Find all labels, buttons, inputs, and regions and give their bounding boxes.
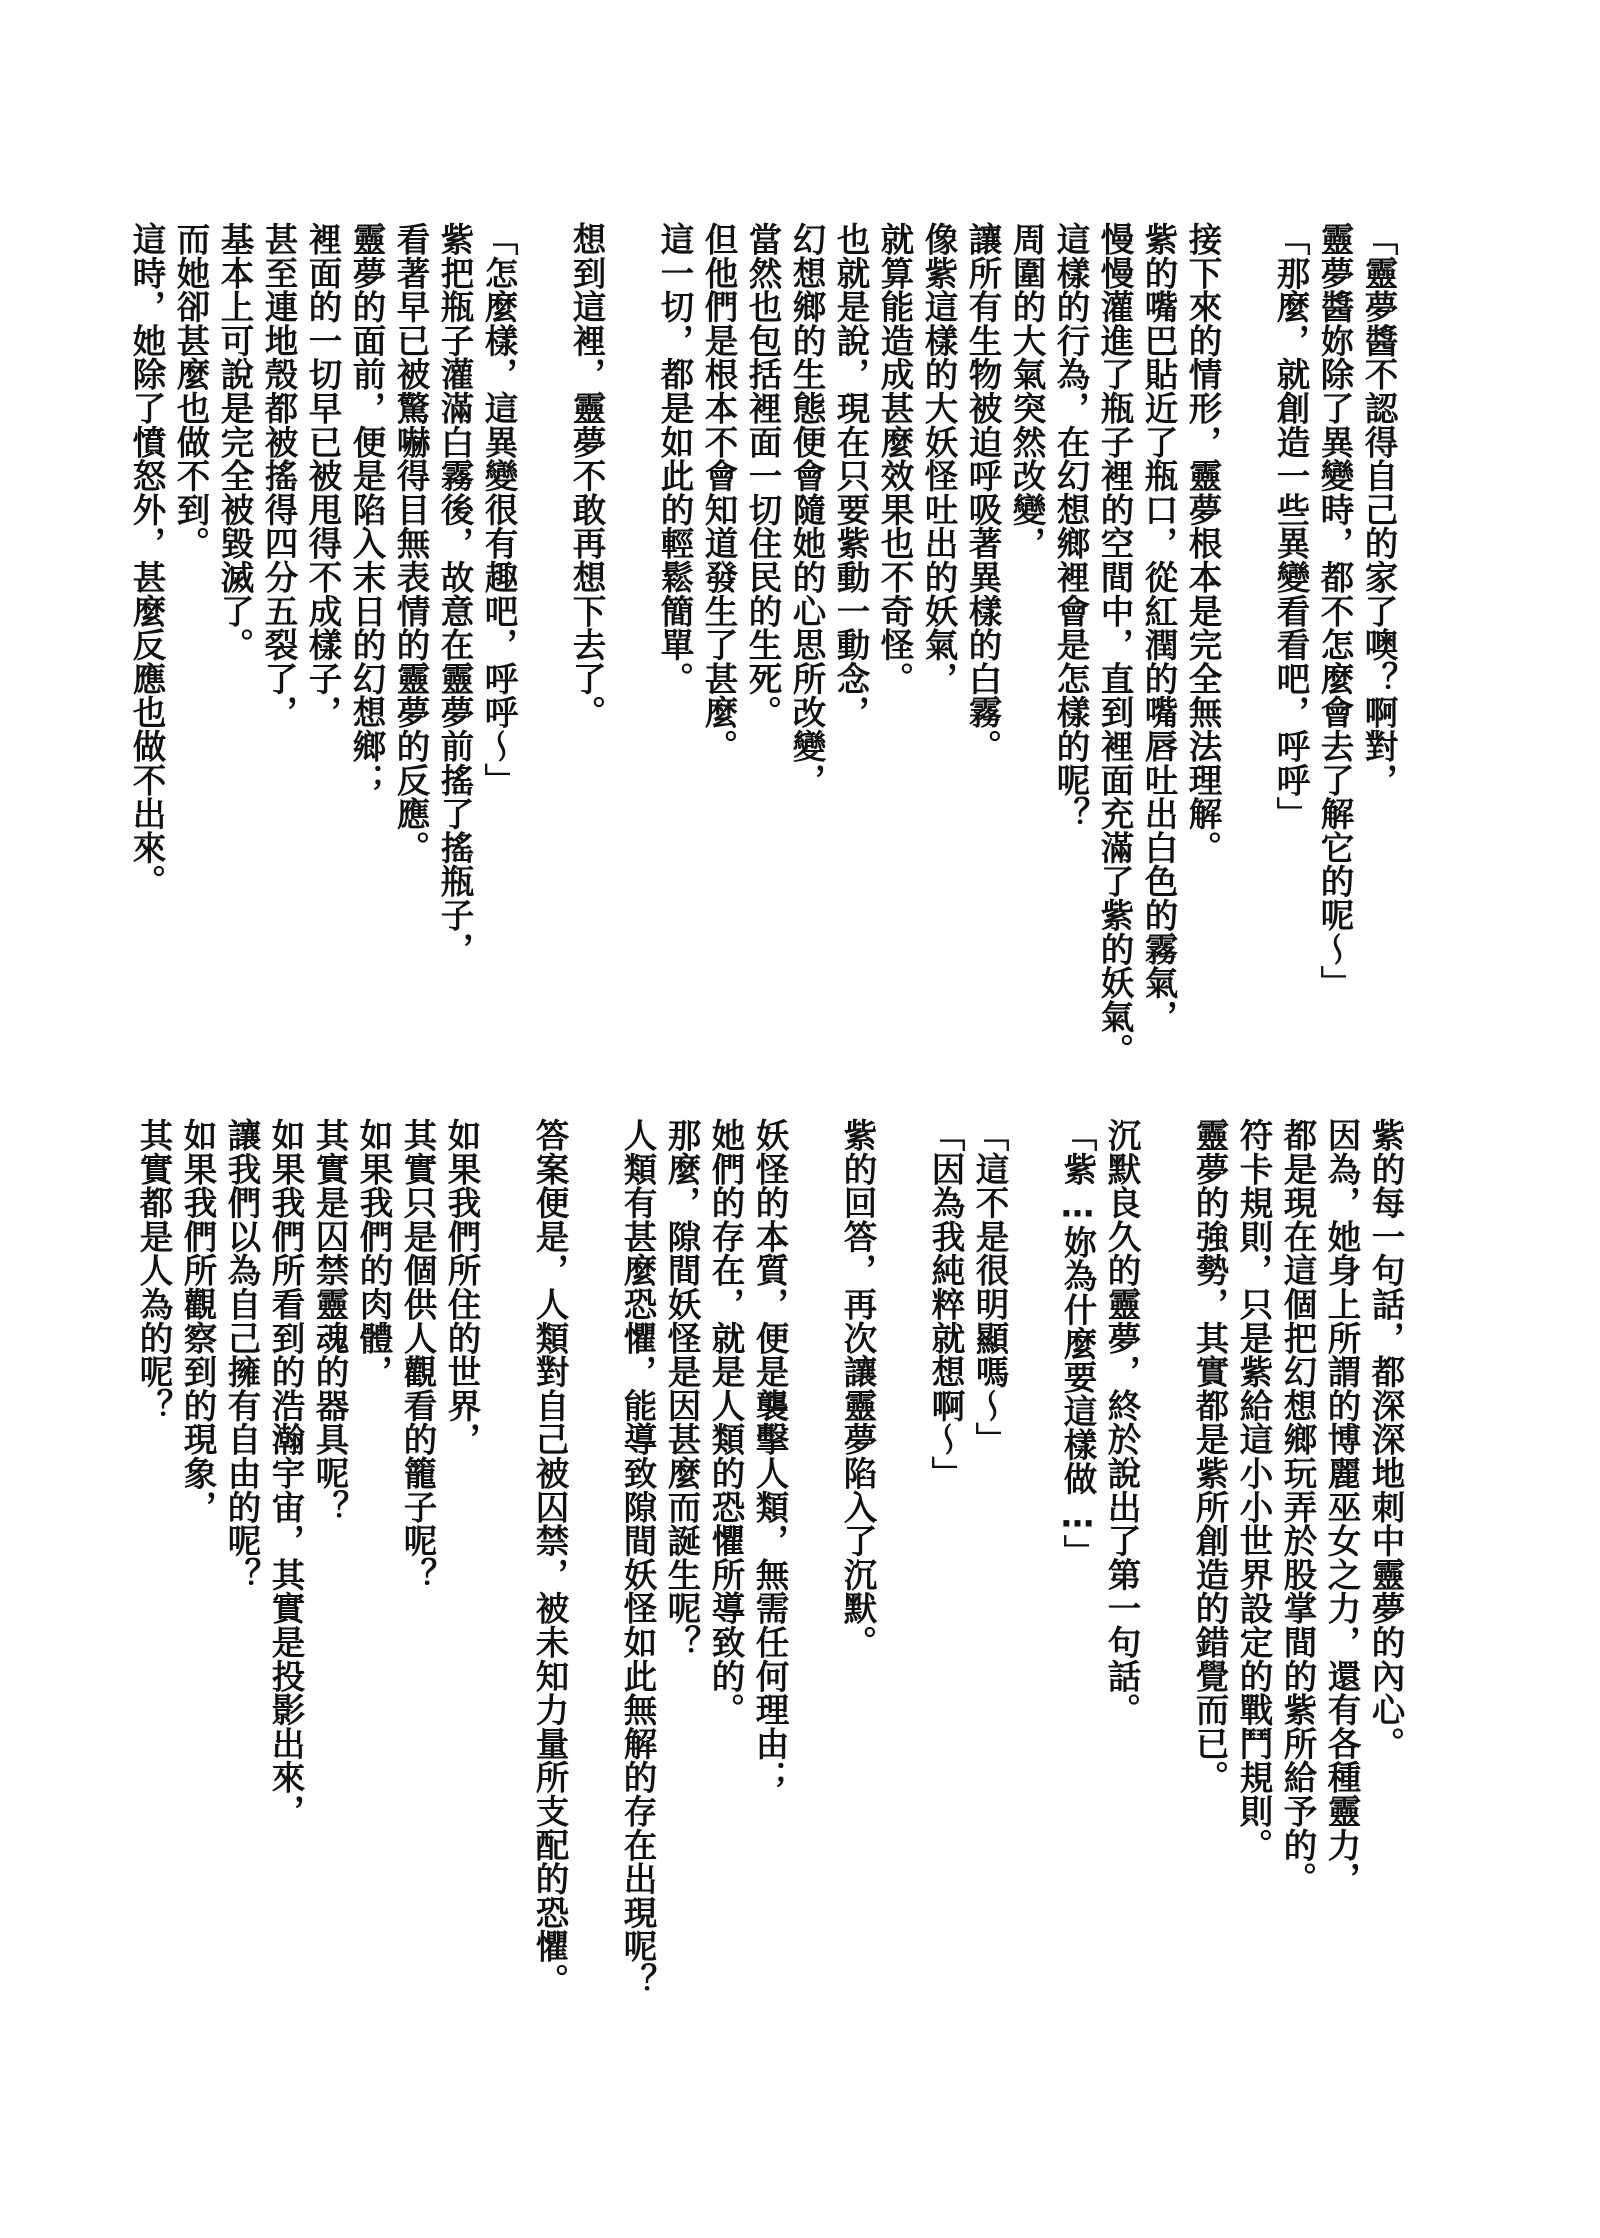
text-column: 「因為我純粹就想啊～」 — [926, 1118, 965, 1490]
text-column: 其實是囚禁靈魂的器具呢？ — [310, 1118, 349, 1524]
text-column: 因為，她身上所謂的博麗巫女之力，還有各種靈力， — [1322, 1118, 1361, 1896]
text-column: 想到這裡，靈夢不敢再想下去了。 — [567, 222, 606, 729]
text-column: 就算能造成甚麼效果也不奇怪。 — [875, 222, 914, 696]
text-column: 這樣的行為，在幻想鄉裡會是怎樣的呢？ — [1051, 222, 1090, 831]
text-column: 「紫…妳為什麼要這樣做…」 — [1058, 1118, 1097, 1569]
text-column: 周圍的大氣突然改變， — [1007, 222, 1046, 560]
text-column: 她們的存在，就是人類的恐懼所導致的。 — [706, 1118, 745, 1727]
text-column: 看著早已被驚嚇得目無表情的靈夢的反應。 — [391, 222, 430, 865]
text-column: 人類有甚麼恐懼，能導致隙間妖怪如此無解的存在出現呢？ — [618, 1118, 657, 1997]
text-column: 靈夢醬妳除了異變時，都不怎麼會去了解它的呢～」 — [1315, 222, 1354, 1000]
text-column: 「這不是很明顯嗎～」 — [970, 1118, 1009, 1456]
text-column: 慢慢灌進了瓶子裡的空間中，直到裡面充滿了紫的妖氣。 — [1095, 222, 1134, 1067]
text-column: 如果我們所觀察到的現象， — [178, 1118, 217, 1524]
text-column: 基本上可說是完全被毀滅了。 — [215, 222, 254, 662]
text-section-top — [119, 222, 1398, 1067]
text-column: 幻想鄉的生態便會隨她的心思所改變， — [787, 222, 826, 797]
text-column: 「那麼，就創造一些異變看看吧，呼呼」 — [1271, 222, 1310, 831]
text-column: 讓所有生物被迫呼吸著異樣的白霧。 — [963, 222, 1002, 763]
text-column: 那麼，隙間妖怪是因甚麼而誕生呢？ — [662, 1118, 701, 1659]
text-column: 其實只是個供人觀看的籠子呢？ — [398, 1118, 437, 1592]
text-column: 如果我們所住的世界， — [442, 1118, 481, 1456]
text-column: 這時，她除了憤怒外，甚麼反應也做不出來。 — [127, 222, 166, 898]
text-column: 紫的每一句話，都深深地刺中靈夢的內心。 — [1366, 1118, 1405, 1761]
text-column: 答案便是，人類對自己被囚禁，被未知力量所支配的恐懼。 — [530, 1118, 569, 1997]
text-column: 靈夢的強勢，其實都是紫所創造的錯覺而已。 — [1190, 1118, 1229, 1794]
text-column: 「靈夢醬不認得自己的家了噢？啊對， — [1359, 222, 1398, 797]
text-column: 接下來的情形，靈夢根本是完全無法理解。 — [1183, 222, 1222, 865]
text-section-bottom — [126, 1118, 1405, 1997]
text-column: 甚至連地殼都被搖得四分五裂了， — [259, 222, 298, 729]
text-column: 裡面的一切早已被甩得不成樣子， — [303, 222, 342, 729]
text-column: 當然也包括裡面一切住民的生死。 — [743, 222, 782, 729]
text-column: 像紫這樣的大妖怪吐出的妖氣， — [919, 222, 958, 696]
text-column: 紫的嘴巴貼近了瓶口，從紅潤的嘴唇吐出白色的霧氣， — [1139, 222, 1178, 1034]
text-column: 而她卻甚麼也做不到。 — [171, 222, 210, 560]
text-column: 都是現在這個把幻想鄉玩弄於股掌間的紫所給予的。 — [1278, 1118, 1317, 1896]
text-column: 紫的回答，再次讓靈夢陷入了沉默。 — [838, 1118, 877, 1659]
text-column: 但他們是根本不會知道發生了甚麼。 — [699, 222, 738, 763]
text-column: 如果我們的肉體， — [354, 1118, 393, 1389]
text-column: 「怎麼樣，這異變很有趣吧，呼呼～」 — [479, 222, 518, 797]
text-column: 紫把瓶子灌滿白霧後，故意在靈夢前搖了搖瓶子， — [435, 222, 474, 966]
text-column: 妖怪的本質，便是襲擊人類，無需任何理由； — [750, 1118, 789, 1794]
text-column: 這一切，都是如此的輕鬆簡單。 — [655, 222, 694, 696]
text-column: 符卡規則，只是紫給這小小世界設定的戰鬥規則。 — [1234, 1118, 1273, 1862]
text-column: 其實都是人為的呢？ — [134, 1118, 173, 1423]
text-column: 靈夢的面前，便是陷入末日的幻想鄉； — [347, 222, 386, 797]
text-column: 如果我們所看到的浩瀚宇宙，其實是投影出來， — [266, 1118, 305, 1828]
text-column: 讓我們以為自己擁有自由的呢？ — [222, 1118, 261, 1592]
text-column: 也就是說，現在只要紫動一動念， — [831, 222, 870, 729]
text-column: 沉默良久的靈夢，終於說出了第一句話。 — [1102, 1118, 1141, 1727]
